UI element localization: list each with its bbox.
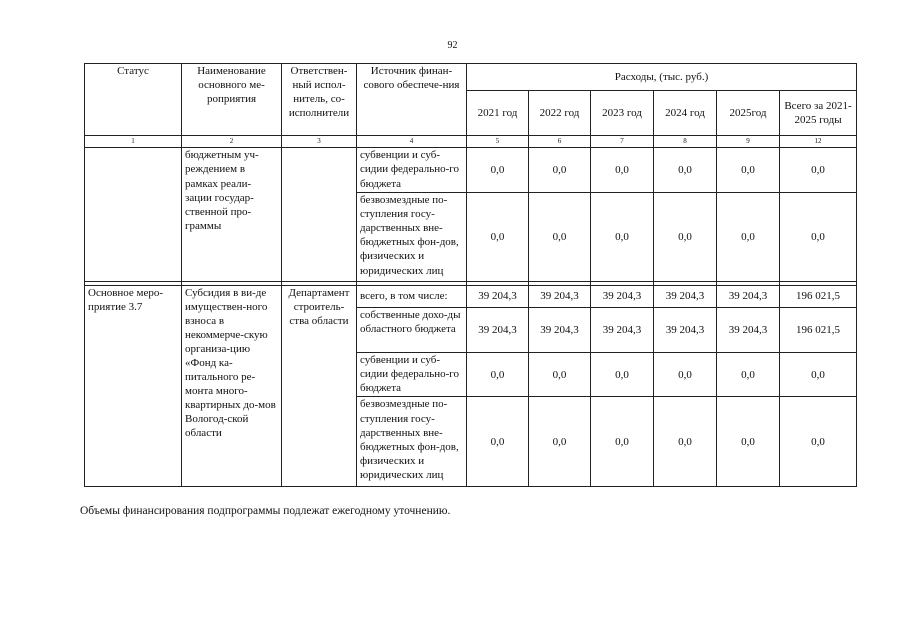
header-year-2022: 2022 год — [529, 91, 591, 136]
value-2023: 0,0 — [591, 193, 654, 281]
header-expenses: Расходы, (тыс. руб.) — [467, 64, 857, 91]
source-cell: безвозмездные по-ступления госу-дарственных вне-бюджетных фон-дов, физических и юридических лиц — [357, 193, 467, 281]
value-2025: 0,0 — [717, 397, 780, 487]
status-cell — [85, 148, 182, 281]
source-cell: безвозмездные по-ступления госу-дарственных вне-бюджетных фон-дов, физических и юридических лиц — [357, 397, 467, 487]
header-year-2021: 2021 год — [467, 91, 529, 136]
header-executor: Ответствен-ный испол-нитель, со-исполнители — [282, 64, 357, 136]
value-total: 0,0 — [780, 148, 857, 193]
value-2024: 0,0 — [654, 193, 717, 281]
event-name-cell: бюджетным уч-реждением в рамках реали-зации государ-ственной про-граммы — [182, 148, 282, 281]
budget-table — [84, 63, 857, 487]
source-cell: субвенции и суб-сидии федерально-го бюджета — [357, 148, 467, 193]
value-total: 196 021,5 — [780, 307, 857, 352]
header-status: Статус — [85, 64, 182, 136]
column-number: 2 — [182, 136, 282, 148]
column-number: 9 — [717, 136, 780, 148]
value-2022: 39 204,3 — [529, 285, 591, 307]
value-2025: 39 204,3 — [717, 307, 780, 352]
value-2024: 0,0 — [654, 148, 717, 193]
value-2023: 0,0 — [591, 352, 654, 397]
table-row — [85, 285, 857, 307]
event-name-cell: Субсидия в ви-де имуществен-ного взноса в некоммерче-скую организа-цию «Фонд ка-питального ре-монта много-квартирных до-мов Вологод-ской области — [182, 285, 282, 486]
footnote: Объемы финансирования подпрограммы подлежат ежегодному уточнению. — [80, 505, 451, 517]
value-2021: 0,0 — [467, 193, 529, 281]
source-cell: собственные дохо-ды областного бюджета — [357, 307, 467, 352]
source-cell: всего, в том числе: — [357, 285, 467, 307]
value-2025: 0,0 — [717, 352, 780, 397]
header-year-2024: 2024 год — [654, 91, 717, 136]
value-2023: 39 204,3 — [591, 307, 654, 352]
column-number: 3 — [282, 136, 357, 148]
value-total: 196 021,5 — [780, 285, 857, 307]
column-number: 12 — [780, 136, 857, 148]
value-2024: 0,0 — [654, 352, 717, 397]
value-2025: 39 204,3 — [717, 285, 780, 307]
value-total: 0,0 — [780, 193, 857, 281]
value-2024: 39 204,3 — [654, 307, 717, 352]
column-number: 6 — [529, 136, 591, 148]
value-2023: 39 204,3 — [591, 285, 654, 307]
column-number: 7 — [591, 136, 654, 148]
value-2022: 0,0 — [529, 397, 591, 487]
executor-cell: Департамент строитель-ства области — [282, 285, 357, 486]
header-source: Источник финан-сового обеспече-ния — [357, 64, 467, 136]
value-total: 0,0 — [780, 352, 857, 397]
value-2025: 0,0 — [717, 148, 780, 193]
header-year-2023: 2023 год — [591, 91, 654, 136]
column-number: 1 — [85, 136, 182, 148]
value-2023: 0,0 — [591, 148, 654, 193]
value-2021: 0,0 — [467, 352, 529, 397]
status-cell: Основное меро-приятие 3.7 — [85, 285, 182, 486]
executor-cell — [282, 148, 357, 281]
value-2022: 0,0 — [529, 193, 591, 281]
table-row — [85, 148, 857, 193]
value-2021: 39 204,3 — [467, 307, 529, 352]
value-2021: 39 204,3 — [467, 285, 529, 307]
column-number: 8 — [654, 136, 717, 148]
value-2021: 0,0 — [467, 397, 529, 487]
value-2024: 0,0 — [654, 397, 717, 487]
header-total: Всего за 2021-2025 годы — [780, 91, 857, 136]
value-2023: 0,0 — [591, 397, 654, 487]
page-number: 92 — [447, 40, 458, 51]
header-year-2025: 2025год — [717, 91, 780, 136]
value-2025: 0,0 — [717, 193, 780, 281]
column-number-row — [85, 136, 857, 148]
value-2022: 0,0 — [529, 148, 591, 193]
source-cell: субвенции и суб-сидии федерально-го бюджета — [357, 352, 467, 397]
value-2022: 39 204,3 — [529, 307, 591, 352]
column-number: 4 — [357, 136, 467, 148]
value-total: 0,0 — [780, 397, 857, 487]
column-number: 5 — [467, 136, 529, 148]
value-2024: 39 204,3 — [654, 285, 717, 307]
value-2021: 0,0 — [467, 148, 529, 193]
value-2022: 0,0 — [529, 352, 591, 397]
header-event-name: Наименование основного ме-роприятия — [182, 64, 282, 136]
